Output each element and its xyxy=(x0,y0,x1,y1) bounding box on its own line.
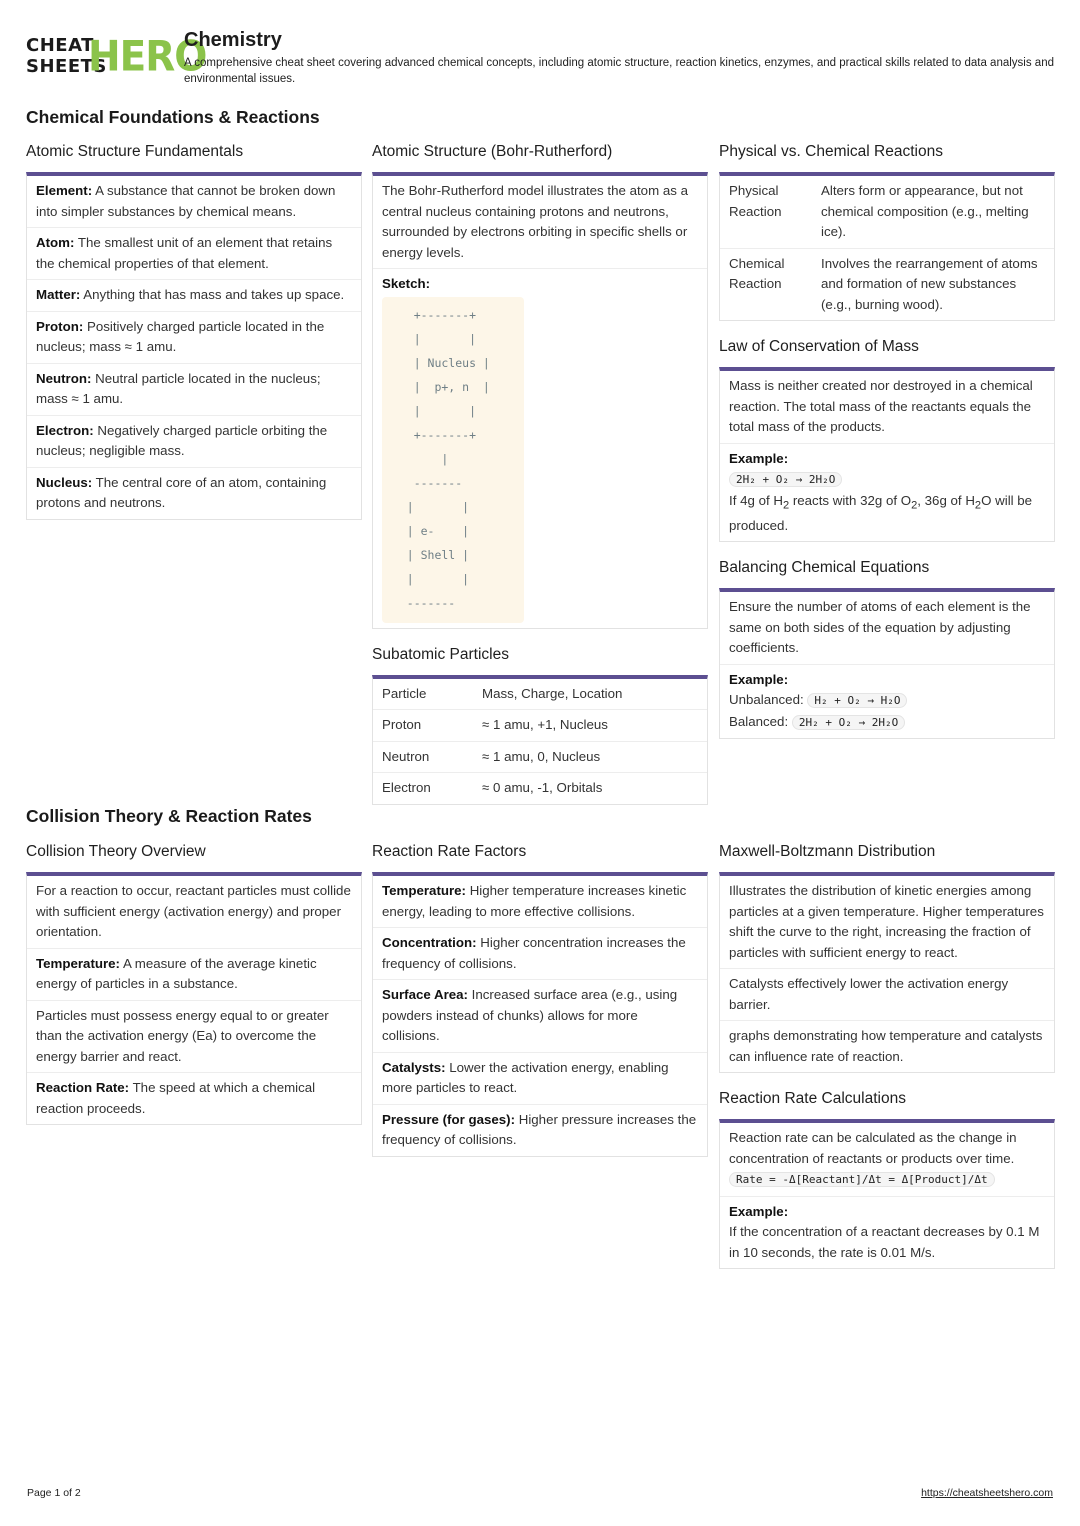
sketch-diagram: +-------+ | | | Nucleus | | p+, n | | | +-------+ | ------- | | | e- | | Shell | | | ------- xyxy=(406,307,490,610)
card-balancing xyxy=(719,588,1055,739)
table-cell: ≈ 1 amu, 0, Nucleus xyxy=(482,748,601,764)
page-description: A comprehensive cheat sheet covering advanced chemical concepts, including atomic structure, reaction kinetics, enzymes, and practical skills related to data analysis and environmental issues. xyxy=(184,57,1054,85)
definition: Negatively charged particle orbiting the nucleus; negligible mass. xyxy=(36,422,328,458)
card-title-atomic-fundamentals: Atomic Structure Fundamentals xyxy=(26,143,244,160)
bohr-description: The Bohr-Rutherford model illustrates the atom as a central nucleus containing protons and neutrons, surrounded by electrons orbiting in specific shells or energy levels. xyxy=(373,176,707,269)
card-atomic-fundamentals xyxy=(26,172,362,520)
card-title-rate-factors: Reaction Rate Factors xyxy=(372,843,527,860)
card-rate-calc xyxy=(719,1119,1055,1269)
term: Catalysts: xyxy=(382,1059,446,1075)
table-cell: Proton xyxy=(382,717,422,732)
definition: Particles must possess energy equal to or greater than the activation energy (Ea) to overcome the energy barrier and react. xyxy=(36,1007,329,1064)
card-title-subatomic: Subatomic Particles xyxy=(372,645,509,663)
list-item xyxy=(27,949,361,1001)
list-item xyxy=(27,312,361,364)
list-item xyxy=(27,1001,361,1074)
unbalanced-equation-code: H₂ + O₂ → H₂O xyxy=(807,693,907,708)
term: Pressure (for gases): xyxy=(382,1111,516,1127)
term: Concentration: xyxy=(382,935,477,950)
definition: The central core of an atom, containing protons and neutrons. xyxy=(36,474,327,510)
card-collision xyxy=(26,872,362,1125)
table-row xyxy=(373,742,707,774)
table-cell: ≈ 1 amu, +1, Nucleus xyxy=(482,717,608,732)
card-subatomic xyxy=(372,675,708,805)
list-item xyxy=(27,280,361,312)
term: Electron: xyxy=(36,422,94,438)
list-item xyxy=(27,468,361,519)
table-cell: Physical Reaction xyxy=(729,183,782,219)
card-title-rate-calc: Reaction Rate Calculations xyxy=(719,1090,906,1107)
card-physical-chemical xyxy=(719,172,1055,321)
table-row xyxy=(373,710,707,742)
list-item xyxy=(27,364,361,416)
subscript: 2 xyxy=(911,499,918,512)
card-title-conservation: Law of Conservation of Mass xyxy=(719,338,919,355)
table-cell: Chemical Reaction xyxy=(729,255,785,291)
term: Nucleus: xyxy=(36,474,93,490)
card-title-physical-chemical: Physical vs. Chemical Reactions xyxy=(719,143,943,160)
example-text: If the concentration of a reactant decreases by 0.1 M in 10 seconds, the rate is 0.01 M/s. xyxy=(729,1224,1040,1260)
table-cell: Particle xyxy=(382,685,427,701)
column-2-section-1 xyxy=(372,142,708,821)
term: Temperature: xyxy=(36,955,120,971)
unbalanced-label: Unbalanced: xyxy=(729,692,804,708)
list-item xyxy=(373,1105,707,1156)
table-row xyxy=(373,773,707,804)
term: Proton: xyxy=(36,318,84,334)
list-item xyxy=(373,876,707,928)
example-text-part: , 36g of H xyxy=(917,492,975,508)
card-maxwell xyxy=(719,872,1055,1073)
column-1-section-2 xyxy=(26,842,362,1141)
term: Element: xyxy=(36,183,93,198)
list-item: Catalysts effectively lower the activation energy barrier. xyxy=(720,969,1054,1021)
list-item: graphs demonstrating how temperature and catalysts can influence rate of reaction. xyxy=(729,1028,1043,1064)
example-label: Example: xyxy=(729,671,789,687)
column-3-section-1 xyxy=(719,142,1055,755)
definition: A substance that cannot be broken down into simpler substances by chemical means. xyxy=(36,183,336,219)
table-row xyxy=(720,249,1054,321)
card-bohr xyxy=(372,172,708,629)
sketch-label: Sketch: xyxy=(382,276,431,291)
table-cell: Electron xyxy=(382,780,431,795)
table-cell: Mass, Charge, Location xyxy=(482,685,623,701)
rate-calc-example xyxy=(720,1197,1054,1269)
term: Neutron: xyxy=(36,370,92,386)
table-cell: ≈ 0 amu, -1, Orbitals xyxy=(482,780,603,795)
balanced-label: Balanced: xyxy=(729,713,789,729)
table-row xyxy=(373,679,707,711)
example-label: Example: xyxy=(729,1203,789,1219)
term: Atom: xyxy=(36,235,75,250)
rate-calc-description xyxy=(720,1123,1054,1197)
subscript: 2 xyxy=(974,499,982,512)
subscript: 2 xyxy=(782,499,790,512)
term: Temperature: xyxy=(382,883,466,898)
table-cell: Neutron xyxy=(382,748,430,764)
card-title-collision: Collision Theory Overview xyxy=(26,843,206,860)
conservation-example xyxy=(720,444,1054,542)
definition: Higher concentration increases the frequency of collisions. xyxy=(382,935,686,971)
definition: For a reaction to occur, reactant particles must collide with sufficient energy (activation energy) and proper orientation. xyxy=(36,883,351,939)
site-link[interactable]: https://cheatsheetshero.com xyxy=(921,1487,1053,1499)
example-text-part: reacts with 32g of O xyxy=(789,492,912,508)
card-conservation xyxy=(719,367,1055,542)
balanced-equation-code: 2H₂ + O₂ → 2H₂O xyxy=(792,715,905,730)
balancing-example xyxy=(720,665,1054,739)
list-item xyxy=(27,876,361,949)
definition: A measure of the average kinetic energy of particles in a substance. xyxy=(36,955,317,991)
example-label: Example: xyxy=(729,450,789,466)
table-row xyxy=(720,176,1054,249)
column-3-section-2 xyxy=(719,842,1055,1285)
list-item xyxy=(27,176,361,228)
column-2-section-2 xyxy=(372,842,708,1173)
term: Matter: xyxy=(36,287,81,302)
example-text-part: If 4g of H xyxy=(729,492,783,508)
card-title-maxwell: Maxwell-Boltzmann Distribution xyxy=(719,843,936,860)
table-cell: Alters form or appearance, but not chemical composition (e.g., melting ice). xyxy=(821,183,1029,239)
list-item xyxy=(373,928,707,980)
equation-code: 2H₂ + O₂ → 2H₂O xyxy=(729,472,842,487)
definition: Higher pressure increases the frequency of collisions. xyxy=(382,1111,697,1147)
balancing-description: Ensure the number of atoms of each element is the same on both sides of the equation by adjusting coefficients. xyxy=(720,592,1054,665)
definition: Increased surface area (e.g., using powders instead of chunks) allows for more collisions. xyxy=(382,987,678,1043)
term: Reaction Rate: xyxy=(36,1080,130,1095)
list-item xyxy=(27,1073,361,1124)
rate-calc-text: Reaction rate can be calculated as the change in concentration of reactants or products over time. xyxy=(729,1130,1017,1166)
example-text-part: O will be produced. xyxy=(729,492,1033,533)
table-cell: Involves the rearrangement of atoms and formation of new substances (e.g., burning wood). xyxy=(821,255,1038,312)
page-number: Page 1 of 2 xyxy=(27,1487,81,1499)
list-item xyxy=(373,1053,707,1105)
list-item: Illustrates the distribution of kinetic energies among particles at a given temperature. Higher temperatures shift the curve to the right, increasing the fraction of particles with sufficient energy to react. xyxy=(720,876,1054,969)
rate-formula-code: Rate = -Δ[Reactant]/Δt = Δ[Product]/Δt xyxy=(729,1172,995,1187)
definition: Neutral particle located in the nucleus; mass ≈ 1 amu. xyxy=(36,370,321,406)
list-item xyxy=(27,228,361,280)
sketch-box xyxy=(382,297,524,623)
bohr-sketch-block xyxy=(373,269,707,628)
conservation-description: Mass is neither created nor destroyed in a chemical reaction. The total mass of the reactants equals the total mass of the products. xyxy=(720,371,1054,444)
logo[interactable] xyxy=(26,32,207,82)
section-title-collision: Collision Theory & Reaction Rates xyxy=(26,806,312,826)
logo-hero-text: HERO xyxy=(88,32,207,82)
logo-cheat-text: CHEAT xyxy=(26,35,94,56)
card-title-bohr: Atomic Structure (Bohr-Rutherford) xyxy=(372,143,613,160)
column-1-section-1 xyxy=(26,142,362,536)
logo-sheets-text: SHEETS xyxy=(26,56,107,77)
term: Surface Area: xyxy=(382,987,468,1002)
page-title: Chemistry xyxy=(184,29,282,51)
card-title-balancing: Balancing Chemical Equations xyxy=(719,559,930,577)
definition: The smallest unit of an element that retains the chemical properties of that element. xyxy=(36,235,333,271)
definition: Positively charged particle located in the nucleus; mass ≈ 1 amu. xyxy=(36,318,325,354)
card-rate-factors xyxy=(372,872,708,1157)
definition: The speed at which a chemical reaction proceeds. xyxy=(36,1080,316,1116)
list-item xyxy=(27,416,361,468)
section-title-foundations: Chemical Foundations & Reactions xyxy=(26,107,320,127)
definition: Lower the activation energy, enabling more particles to react. xyxy=(382,1059,669,1095)
list-item xyxy=(373,980,707,1053)
definition: Higher temperature increases kinetic energy, leading to more effective collisions. xyxy=(382,883,687,919)
definition: Anything that has mass and takes up space. xyxy=(80,287,345,302)
